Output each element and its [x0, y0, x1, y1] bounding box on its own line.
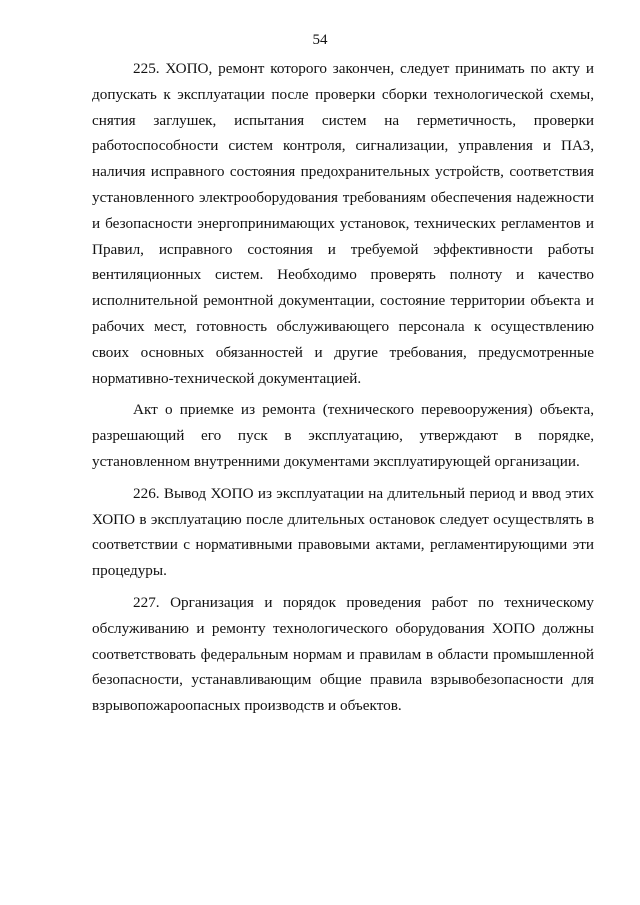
document-body [92, 56, 594, 719]
paragraph-227: 227. Организация и порядок проведения работ по техническому обслуживанию и ремонту технологического оборудования ХОПО должны соответствовать федеральным нормам и правилам в области промышленной безопасности, устанавливающим общие правила взрывобезопасности для взрывопожароопасных производств и объектов. [92, 593, 594, 715]
paragraph-226: 226. Вывод ХОПО из эксплуатации на длительный период и ввод этих ХОПО в эксплуатацию после длительных остановок следует осуществлять в соответствии с нормативными правовыми актами, регламентирующими эти процедуры. [92, 484, 594, 580]
paragraph-225: 225. ХОПО, ремонт которого закончен, следует принимать по акту и допускать к эксплуатации после проверки сборки технологической схемы, снятия заглушек, испытания систем на герметичность, проверки работоспособности систем контроля, сигнализации, управления и ПАЗ, наличия исправного состояния предохранительных устройств, соответствия установленного электрооборудования требованиям обеспечения надежности и безопасности энергопринимающих установок, технических регламентов и Правил, исправного состояния и требуемой эффективности работы вентиляционных систем. Необходимо проверять полноту и качество исполнительной ремонтной документации, состояние территории объекта и рабочих мест, готовность обслуживающего персонала к осуществлению своих основных обязанностей и другие требования, предусмотренные нормативно-технической документацией. [92, 60, 594, 387]
page-number: 54 [312, 32, 328, 48]
paragraph-acceptance-act: Акт о приемке из ремонта (технического перевооружения) объекта, разрешающий его пуск в эксплуатацию, утверждают в порядке, установленном внутренними документами эксплуатирующей организации. [92, 401, 594, 470]
